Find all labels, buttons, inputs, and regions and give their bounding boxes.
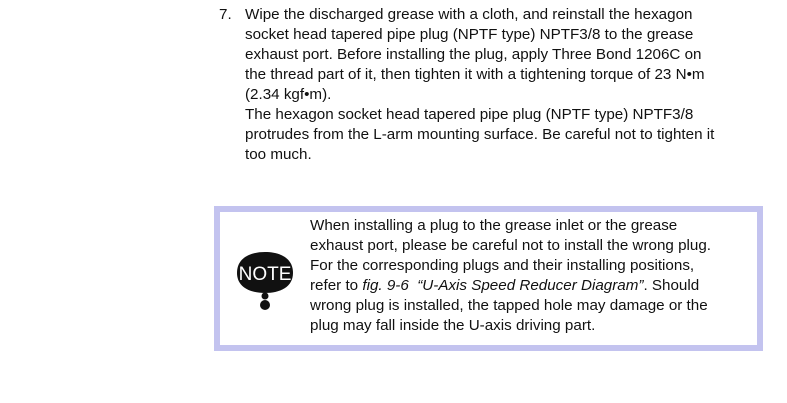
step-line: protrudes from the L-arm mounting surface. Be careful not to tighten it — [245, 126, 715, 143]
step-line: (2.34 kgf•m). — [245, 86, 332, 103]
step-body — [245, 5, 770, 165]
step-line: exhaust port. Before installing the plug, apply Three Bond 1206C on — [245, 46, 702, 63]
note-icon-label: NOTE — [238, 264, 292, 285]
step-line: socket head tapered pipe plug (NPTF type) NPTF3/8 to the grease — [245, 26, 694, 43]
figure-title: “U-Axis Speed Reducer Diagram” — [417, 277, 644, 294]
note-line: For the corresponding plugs and their installing positions, — [310, 257, 695, 274]
note-line: wrong plug is installed, the tapped hole may damage or the — [310, 297, 708, 314]
step-number: 7. — [219, 6, 232, 23]
note-ref-line — [310, 276, 711, 296]
step-line: Wipe the discharged grease with a cloth, and reinstall the hexagon — [245, 6, 693, 23]
figure-reference: fig. 9-6 — [362, 277, 409, 294]
note-line: When installing a plug to the grease inlet or the grease — [310, 217, 678, 234]
step-line: the thread part of it, then tighten it with a tightening torque of 23 N•m — [245, 66, 705, 83]
ref-suffix: . Should — [643, 277, 700, 294]
note-text — [310, 216, 711, 336]
note-line: exhaust port, please be careful not to install the wrong plug. — [310, 237, 712, 254]
step-line: too much. — [245, 146, 312, 163]
ref-prefix: refer to — [310, 277, 363, 294]
note-box — [214, 206, 763, 351]
note-inner — [220, 212, 757, 345]
note-bubble-icon — [230, 249, 300, 311]
step-line: The hexagon socket head tapered pipe plug (NPTF type) NPTF3/8 — [245, 106, 694, 123]
note-line: plug may fall inside the U-axis driving part. — [310, 317, 596, 334]
